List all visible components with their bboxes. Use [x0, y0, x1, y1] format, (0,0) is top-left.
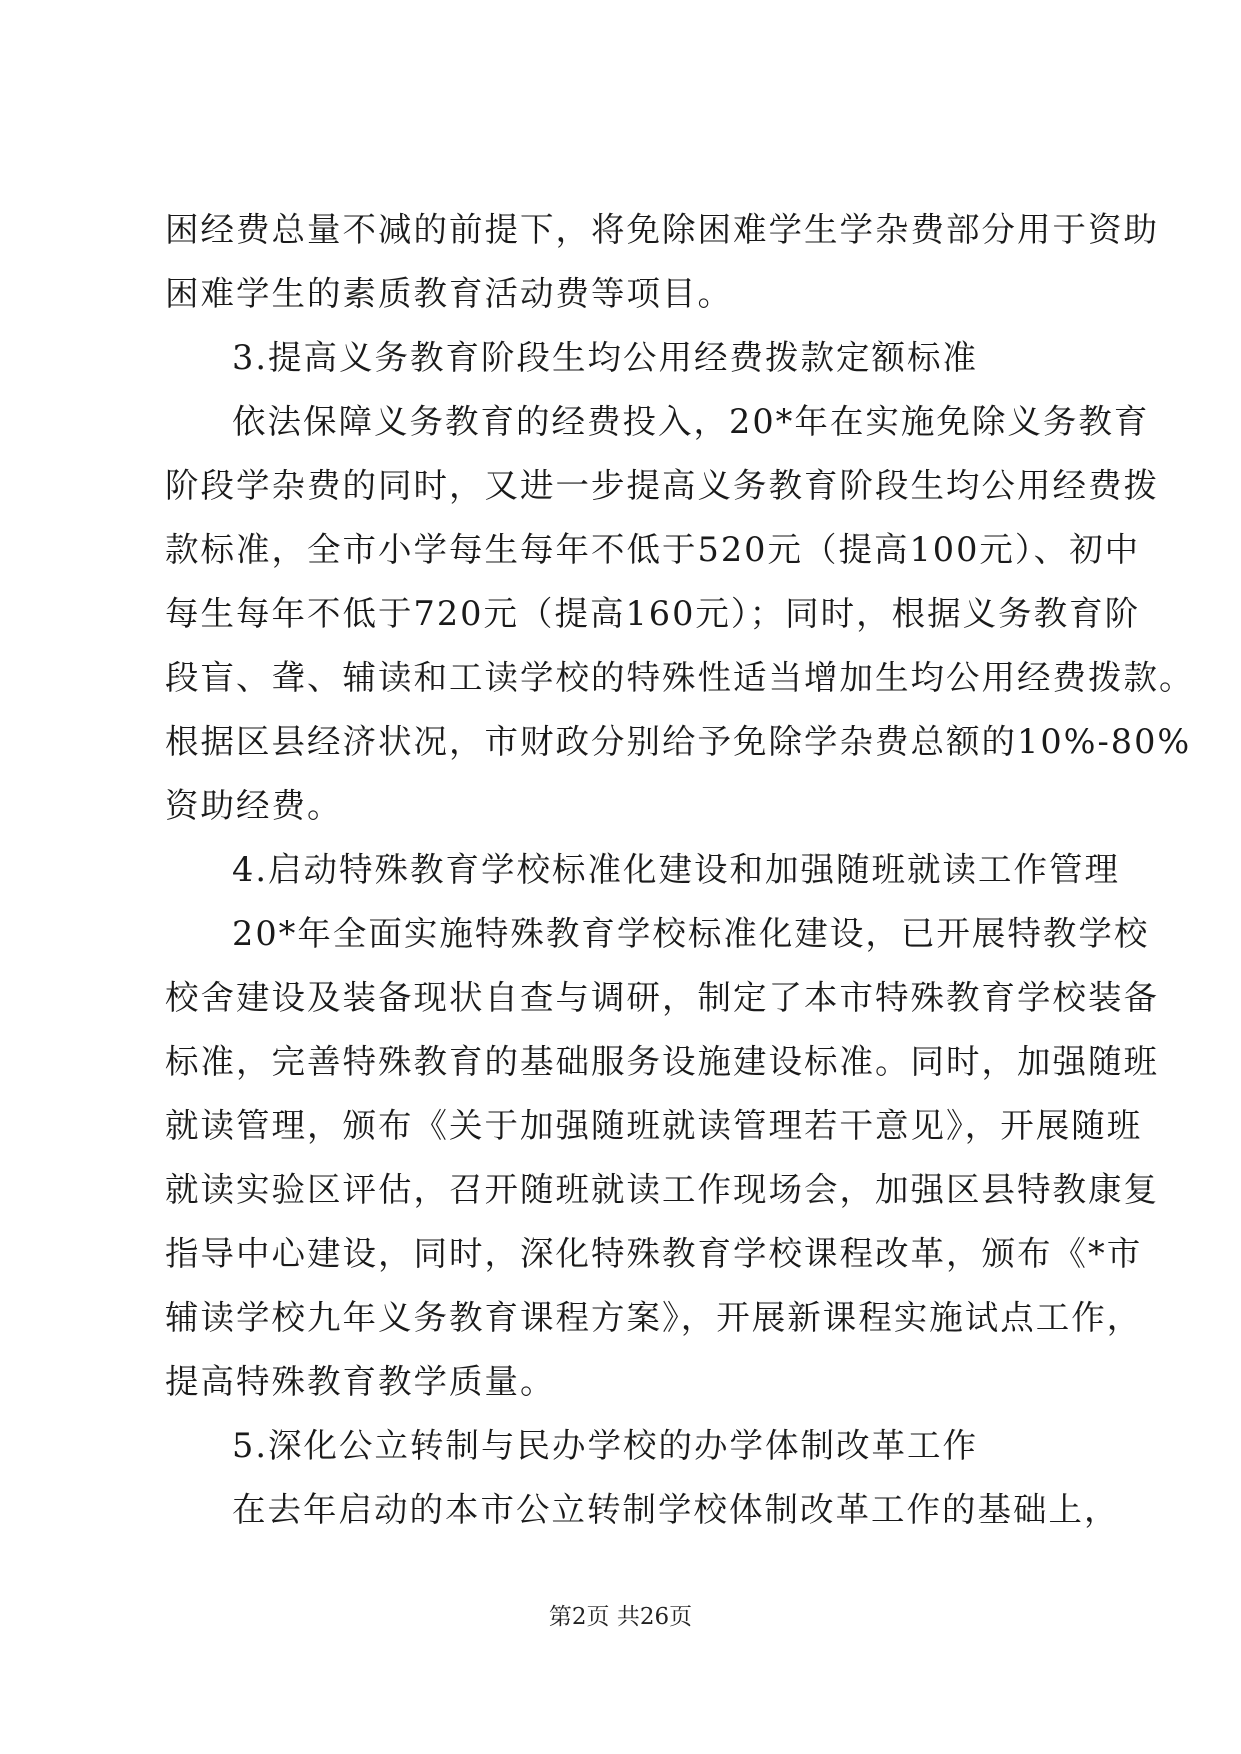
- text-line: 辅读学校九年义务教育课程方案》，开展新课程实施试点工作，: [165, 1298, 1143, 1337]
- text-line: 根据区县经济状况，市财政分别给予免除学杂费总额的10%-80%: [165, 722, 1192, 761]
- text-line: 每生每年不低于720元（提高160元）；同时，根据义务教育阶: [165, 594, 1141, 633]
- text-line: 困难学生的素质教育活动费等项目。: [165, 274, 733, 313]
- text-line: 在去年启动的本市公立转制学校体制改革工作的基础上，: [232, 1490, 1120, 1529]
- text-line: 困经费总量不减的前提下，将免除困难学生学杂费部分用于资助: [165, 210, 1159, 249]
- text-line: 4.启动特殊教育学校标准化建设和加强随班就读工作管理: [232, 850, 1120, 889]
- text-line: 就读管理，颁布《关于加强随班就读管理若干意见》，开展随班: [165, 1106, 1143, 1145]
- text-line: 3.提高义务教育阶段生均公用经费拨款定额标准: [232, 338, 978, 377]
- text-line: 资助经费。: [165, 786, 343, 825]
- text-line: 阶段学杂费的同时，又进一步提高义务教育阶段生均公用经费拨: [165, 466, 1159, 505]
- text-line: 指导中心建设，同时，深化特殊教育学校课程改革，颁布《*市: [165, 1234, 1143, 1273]
- text-line: 依法保障义务教育的经费投入，20*年在实施免除义务教育: [232, 402, 1150, 441]
- page-footer: 第2页 共26页: [548, 1604, 693, 1630]
- text-line: 校舍建设及装备现状自查与调研，制定了本市特殊教育学校装备: [165, 978, 1159, 1017]
- text-line: 款标准，全市小学每生每年不低于520元（提高100元）、初中: [165, 530, 1141, 569]
- text-line: 就读实验区评估，召开随班就读工作现场会，加强区县特教康复: [165, 1170, 1159, 1209]
- document-body: [165, 198, 1195, 1542]
- text-line: 标准，完善特殊教育的基础服务设施建设标准。同时，加强随班: [165, 1042, 1159, 1081]
- text-line: 提高特殊教育教学质量。: [165, 1362, 556, 1401]
- text-line: 5.深化公立转制与民办学校的办学体制改革工作: [232, 1426, 978, 1465]
- text-line: 段盲、聋、辅读和工读学校的特殊性适当增加生均公用经费拨款。: [165, 658, 1195, 697]
- text-line: 20*年全面实施特殊教育学校标准化建设，已开展特教学校: [232, 914, 1150, 953]
